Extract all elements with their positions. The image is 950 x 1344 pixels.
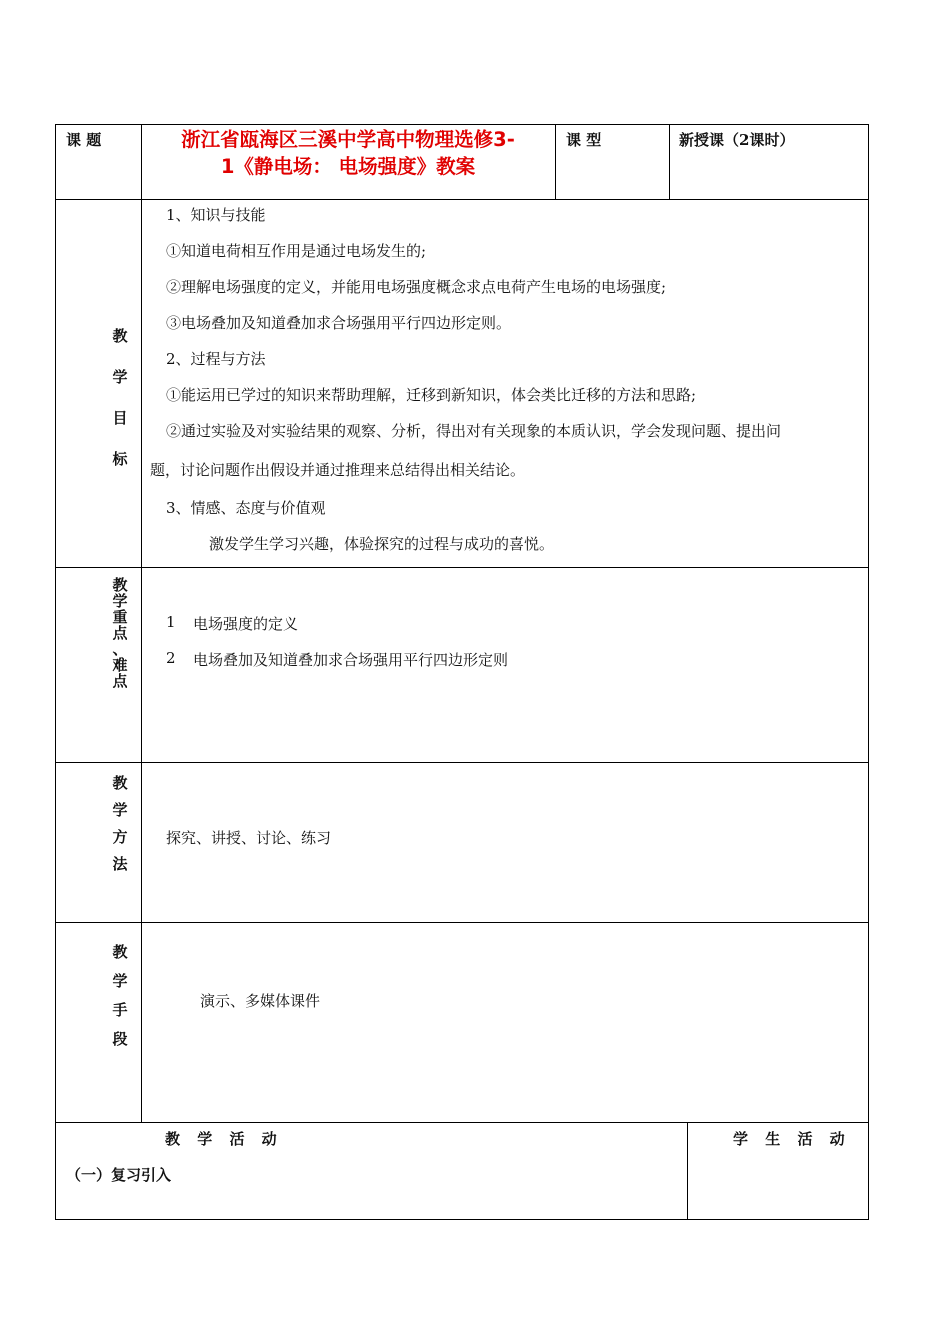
row-divider [55, 567, 869, 568]
col-divider [669, 124, 670, 199]
row-divider [55, 762, 869, 763]
key-points-label: 教 学 重 点 、 难 点 [112, 576, 128, 690]
col-divider [687, 1122, 688, 1220]
means-label: 教 学 手 段 [112, 943, 128, 1048]
page-title [146, 126, 550, 180]
key-point-number: 1 [166, 613, 176, 631]
methods-label: 教 学 方 法 [112, 774, 128, 873]
student-activity-label: 学 生 活 动 [733, 1130, 851, 1148]
teacher-activity-label: 教 学 活 动 [165, 1130, 283, 1148]
objective-line: ①知道电荷相互作用是通过电场发生的; [166, 242, 427, 260]
row-divider [55, 922, 869, 923]
objective-line: 1、知识与技能 [166, 206, 266, 224]
objective-line: 3、情感、态度与价值观 [166, 499, 326, 517]
title-line-1: 浙江省瓯海区三溪中学高中物理选修3- [181, 128, 515, 151]
objective-line: ②通过实验及对实验结果的观察、分析，得出对有关现象的本质认识，学会发现问题、提出问 [166, 422, 782, 440]
objective-line: 激发学生学习兴趣，体验探究的过程与成功的喜悦。 [209, 535, 555, 553]
objectives-label: 教 学 目 标 [112, 327, 128, 468]
objective-line: ②理解电场强度的定义，并能用电场强度概念求点电荷产生电场的电场强度; [166, 278, 667, 296]
title-line-2: 1《静电场： 电场强度》教案 [220, 155, 476, 178]
methods-text: 探究、讲授、讨论、练习 [166, 829, 332, 847]
col-divider [555, 124, 556, 199]
objective-line: 2、过程与方法 [166, 350, 266, 368]
row-divider [55, 1122, 869, 1123]
col-divider [141, 124, 142, 1122]
means-text: 演示、多媒体课件 [200, 992, 321, 1010]
row-divider [55, 199, 869, 200]
objective-line: ①能运用已学过的知识来帮助理解，迁移到新知识，体会类比迁移的方法和思路; [166, 386, 697, 404]
topic-label: 课 题 [66, 131, 102, 149]
key-point-text: 电场叠加及知道叠加求合场强用平行四边形定则 [193, 651, 509, 669]
objective-line: ③电场叠加及知道叠加求合场强用平行四边形定则。 [166, 314, 512, 332]
type-value: 新授课（2课时） [679, 131, 795, 149]
objective-line: 题，讨论问题作出假设并通过推理来总结得出相关结论。 [150, 461, 526, 479]
type-label: 课 型 [566, 131, 602, 149]
key-point-number: 2 [166, 649, 176, 667]
key-point-text: 电场强度的定义 [193, 615, 299, 633]
section-heading: （一）复习引入 [66, 1166, 172, 1184]
